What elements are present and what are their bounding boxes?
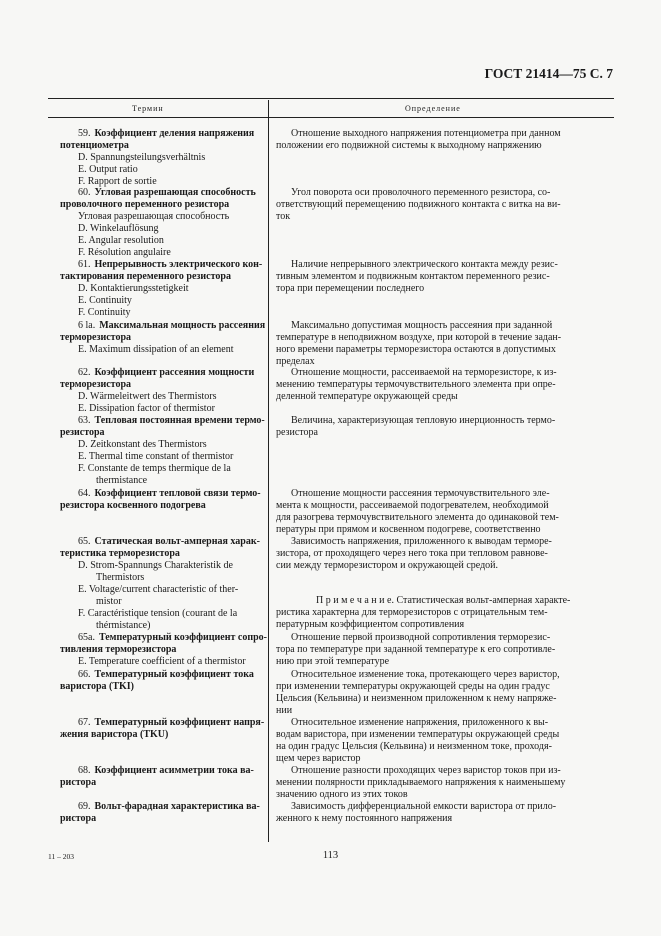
term-entry-title — [78, 187, 256, 198]
foreign-equivalent: D. Kontaktierungsstetigkeit — [78, 283, 189, 294]
term-name: терморезистора — [60, 332, 132, 343]
term-line — [96, 596, 122, 607]
definition-line: менении полярности прикладываемого напряжения к наименьшему — [276, 777, 566, 788]
term-number: 66. — [78, 669, 91, 680]
term-name: Температурный коэффициент напря- — [94, 717, 265, 728]
term-line — [60, 199, 229, 210]
term-line — [78, 235, 164, 246]
definition-line: Отношение выходного напряжения потенциометра при данном — [291, 128, 561, 139]
definition-line: положении его подвижной системы к выходному напряжению — [276, 140, 542, 151]
foreign-equivalent: D. Winkelauflösung — [78, 223, 159, 234]
foreign-equivalent: F. Constante de temps thermique de la — [78, 463, 231, 474]
foreign-equivalent: E. Output ratio — [78, 164, 138, 175]
term-name: Угловая разрешающая способность — [94, 187, 256, 198]
definition-line: пературы при прямом и косвенном подогреве, соответственно — [276, 524, 541, 535]
term-number: 69. — [78, 801, 91, 812]
definition-line: значению одного из этих токов — [276, 789, 408, 800]
term-line — [78, 247, 171, 258]
term-entry-title — [78, 536, 260, 547]
definition-line: нию при этой температуре — [276, 656, 390, 667]
foreign-equivalent: F. Rapport de sortie — [78, 176, 157, 187]
term-line — [78, 656, 246, 667]
term-line — [78, 560, 233, 571]
term-line — [78, 584, 238, 595]
term-line — [60, 427, 105, 438]
term-line — [78, 608, 237, 619]
term-number: 61. — [78, 259, 91, 270]
foreign-equivalent: D. Zeitkonstant des Thermistors — [78, 439, 207, 450]
definition-line: ответствующий перемещению подвижного контакта с витка на ви- — [276, 199, 561, 210]
term-entry-title — [78, 632, 267, 643]
term-line — [60, 681, 134, 692]
term-line — [78, 152, 205, 163]
term-name: потенциометра — [60, 140, 129, 151]
definition-line: Цельсия (Кельвина) и неизменном приложенном к нему напряже- — [276, 693, 557, 704]
term-line — [78, 176, 157, 187]
term-entry-title — [78, 717, 264, 728]
definition-line: ного времени параметры терморезистора остаются в допустимых — [276, 344, 556, 355]
foreign-equivalent: mistor — [96, 596, 122, 607]
term-name: Вольт-фарадная характеристика ва- — [94, 801, 260, 812]
definition-line: деленной температуре окружающей среды — [276, 391, 458, 402]
header-top-rule — [48, 98, 614, 99]
term-number: 60. — [78, 187, 91, 198]
definition-line: женного к нему постоянного напряжения — [276, 813, 453, 824]
definition-line: Отношение первой производной сопротивления терморезис- — [291, 632, 551, 643]
definition-line: тора по температуре при заданной температуре к его сопротивле- — [276, 644, 556, 655]
term-line — [78, 211, 229, 222]
definition-line: при изменении температуры окружающей среды на один градус — [276, 681, 550, 692]
term-line — [78, 451, 233, 462]
term-number: 64. — [78, 488, 91, 499]
foreign-equivalent: thérmistance) — [96, 620, 151, 631]
term-name: Коэффициент асимметрии тока ва- — [94, 765, 254, 776]
foreign-equivalent: F. Résolution angulaire — [78, 247, 171, 258]
term-name: Температурный коэффициент тока — [94, 669, 254, 680]
definition-line: пределах — [276, 356, 315, 367]
page-number: 113 — [322, 850, 339, 861]
term-line — [60, 500, 206, 511]
definition-line: ток — [276, 211, 291, 222]
definition-line: мента к мощности, рассеиваемой подогревателем, необходимой — [276, 500, 549, 511]
term-name: терморезистора — [60, 379, 132, 390]
term-name: Коэффициент рассеяния мощности — [94, 367, 255, 378]
foreign-equivalent: F. Continuity — [78, 307, 131, 318]
term-name: варистора (TKI) — [60, 681, 135, 692]
definition-line: Угол поворота оси проволочного переменного резистора, со- — [291, 187, 551, 198]
term-number: 65. — [78, 536, 91, 547]
term-name: резистора — [60, 427, 105, 438]
term-name: Максимальная мощность рассеяния — [99, 320, 266, 331]
definition-line: Зависимость напряжения, приложенного к выводам терморе- — [291, 536, 552, 547]
term-line — [78, 295, 132, 306]
term-number: 6 la. — [78, 320, 96, 331]
term-name: резистора косвенного подогрева — [60, 500, 206, 511]
definition-note-line: пературным коэффициентом сопротивления — [276, 619, 465, 630]
term-line — [78, 439, 207, 450]
term-name: тактирования переменного резистора — [60, 271, 231, 282]
definition-note-line: П р и м е ч а н и е. Статистическая вольт-амперная характе- — [316, 595, 571, 606]
term-entry-title — [78, 320, 265, 331]
term-line — [96, 475, 147, 486]
term-entry-title — [78, 801, 260, 812]
term-line — [78, 344, 234, 355]
term-name: Коэффициент тепловой связи термо- — [94, 488, 261, 499]
term-name: теристика терморезистора — [60, 548, 180, 559]
term-number: 67. — [78, 717, 91, 728]
foreign-equivalent: E. Temperature coefficient of a thermistor — [78, 656, 246, 667]
term-name: тивления терморезистора — [60, 644, 177, 655]
definition-line: температуре в неподвижном воздухе, при которой в течение задан- — [276, 332, 562, 343]
term-line — [96, 620, 150, 631]
definition-line: Отношение мощности рассеяния термочувствительного эле- — [291, 488, 550, 499]
foreign-equivalent: Угловая разрешающая способность — [78, 211, 230, 222]
term-line — [60, 271, 231, 282]
term-line — [78, 403, 215, 414]
term-line — [60, 379, 131, 390]
header-bottom-rule — [48, 117, 614, 118]
term-entry-title — [78, 259, 262, 270]
term-line — [60, 813, 96, 824]
term-name: ристора — [60, 777, 97, 788]
foreign-equivalent: E. Maximum dissipation of an element — [78, 344, 234, 355]
definition-line: Отношение разности проходящих через варистор токов при из- — [291, 765, 561, 776]
term-entry-title — [78, 367, 254, 378]
column-divider — [268, 100, 269, 842]
term-line — [60, 729, 168, 740]
foreign-equivalent: D. Strom-Spannungs Charakteristik de — [78, 560, 233, 571]
foreign-equivalent: E. Continuity — [78, 295, 132, 306]
foreign-equivalent: E. Angular resolution — [78, 235, 164, 246]
term-line — [78, 223, 159, 234]
definition-line: Отношение мощности, рассеиваемой на терморезисторе, к из- — [291, 367, 557, 378]
term-line — [78, 391, 216, 402]
term-name: Коэффициент деления напряжения — [94, 128, 255, 139]
foreign-equivalent: F. Caractéristique tension (courant de la — [78, 608, 238, 619]
foreign-equivalent: E. Voltage/current characteristic of ther- — [78, 584, 239, 595]
definition-line: нии — [276, 705, 293, 716]
foreign-equivalent: E. Thermal time constant of thermistor — [78, 451, 234, 462]
footer-code: 11 – 203 — [48, 852, 74, 861]
definition-line: сии между терморезистором и окружающей средой. — [276, 560, 499, 571]
term-name: Температурный коэффициент сопро- — [98, 632, 268, 643]
term-number: 59. — [78, 128, 91, 139]
term-name: Тепловая постоянная времени термо- — [94, 415, 265, 426]
definition-line: Зависимость дифференциальной емкости варистора от прило- — [291, 801, 557, 812]
definition-line: зистора, от проходящего через него тока при тепловом равнове- — [276, 548, 548, 559]
term-name: Непрерывность электрического кон- — [94, 259, 263, 270]
definition-line: водам варистора, при изменении температуры окружающей среды — [276, 729, 560, 740]
term-line — [96, 572, 144, 583]
term-line — [78, 307, 131, 318]
term-name: проволочного переменного резистора — [60, 199, 230, 210]
term-line — [78, 283, 189, 294]
term-name: ристора — [60, 813, 97, 824]
foreign-equivalent: D. Spannungsteilungsverhältnis — [78, 152, 206, 163]
definition-line: на один градус Цельсия (Кельвина) и неизменном токе, проходя- — [276, 741, 552, 752]
foreign-equivalent: thermistance — [96, 475, 148, 486]
foreign-equivalent: E. Dissipation factor of thermistor — [78, 403, 215, 414]
term-entry-title — [78, 488, 261, 499]
definition-line: Величина, характеризующая тепловую инерционность термо- — [291, 415, 556, 426]
term-entry-title — [78, 128, 254, 139]
term-column-header: Термин — [132, 104, 164, 113]
term-number: 63. — [78, 415, 91, 426]
term-line — [60, 644, 176, 655]
term-line — [60, 548, 180, 559]
definition-line: тора при перемещении последнего — [276, 283, 425, 294]
term-line — [60, 777, 96, 788]
document-header: ГОСТ 21414—75 С. 7 — [484, 66, 613, 81]
definition-line: Относительное изменение напряжения, приложенного к вы- — [291, 717, 549, 728]
definition-line: Максимально допустимая мощность рассеяния при заданной — [291, 320, 553, 331]
definition-line: менению температуры термочувствительного элемента при опре- — [276, 379, 556, 390]
term-name: Статическая вольт-амперная харак- — [94, 536, 260, 547]
term-line — [60, 332, 131, 343]
definition-line: Относительное изменение тока, протекающего через варистор, — [291, 669, 560, 680]
definition-line: резистора — [276, 427, 318, 438]
term-entry-title — [78, 669, 254, 680]
term-line — [78, 463, 231, 474]
definition-line: щем через варистор — [276, 753, 361, 764]
definition-line: Наличие непрерывного электрического контакта между резис- — [291, 259, 558, 270]
term-entry-title — [78, 415, 265, 426]
term-number: 68. — [78, 765, 91, 776]
term-number: 65а. — [78, 632, 95, 643]
term-line — [60, 140, 129, 151]
foreign-equivalent: D. Wärmeleitwert des Thermistors — [78, 391, 217, 402]
foreign-equivalent: Thermistors — [96, 572, 145, 583]
term-name: жения варистора (TKU) — [60, 729, 169, 740]
definition-line: для разогрева термочувствительного элемента до одинаковой тем- — [276, 512, 559, 523]
definition-line: тивным элементом и подвижным контактом переменного резис- — [276, 271, 550, 282]
term-number: 62. — [78, 367, 91, 378]
term-entry-title — [78, 765, 254, 776]
term-line — [78, 164, 138, 175]
definition-note-line: ристика характерна для терморезисторов с отрицательным тем- — [276, 607, 548, 618]
definition-column-header: Определение — [405, 104, 461, 113]
